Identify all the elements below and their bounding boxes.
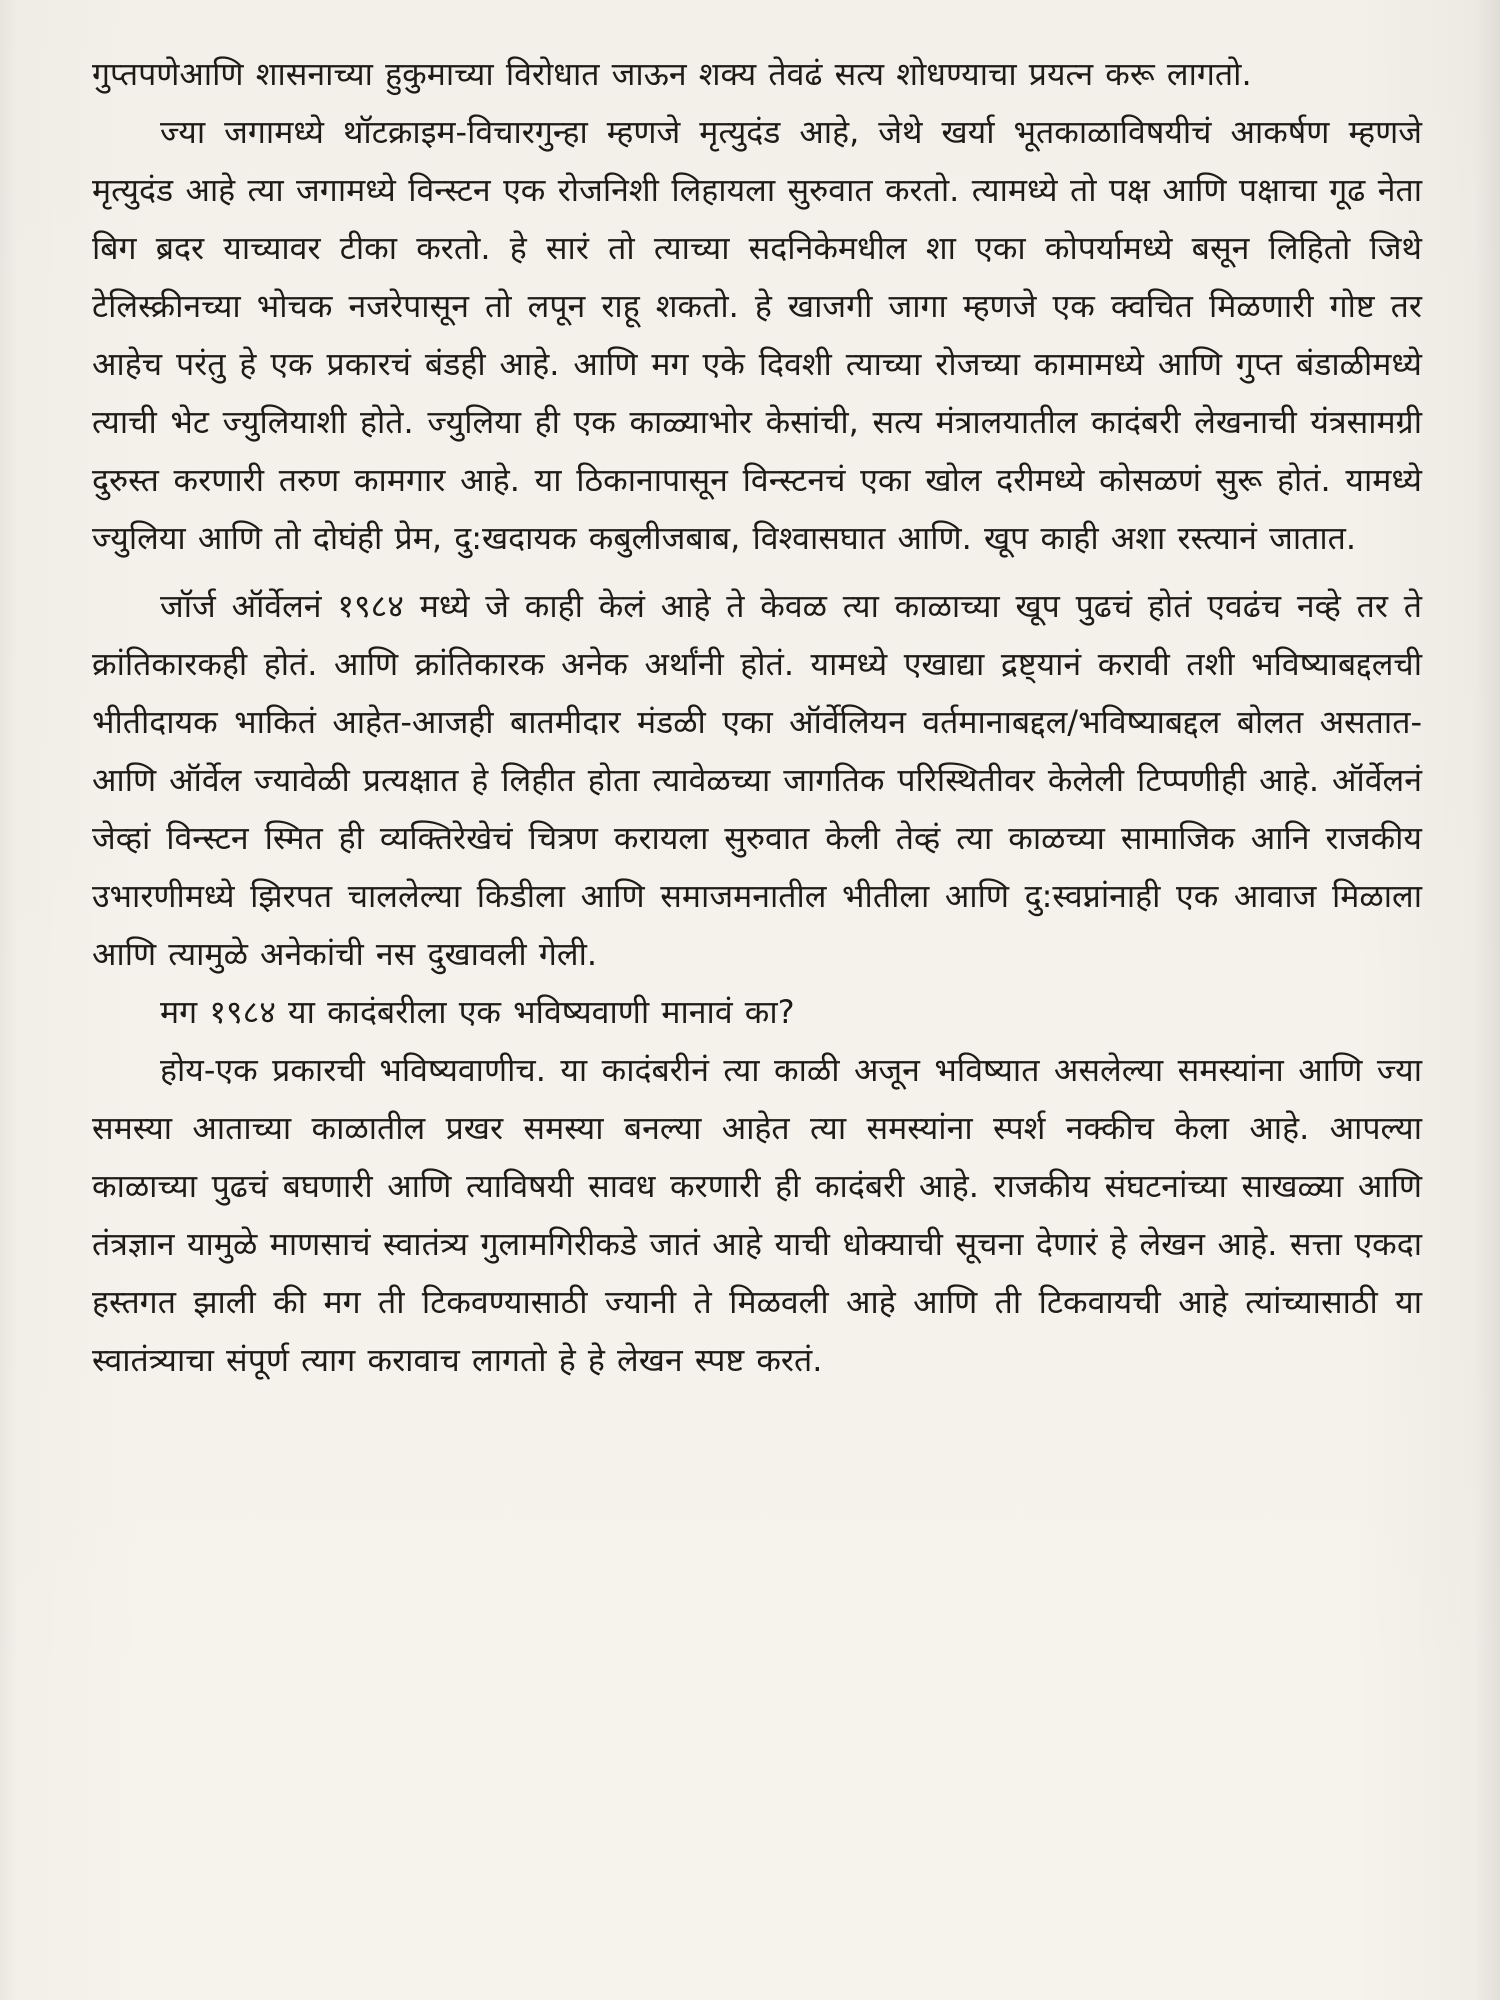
paragraph-world-of-thoughtcrime: ज्या जगामध्ये थॉटक्राइम-विचारगुन्हा म्हणजे मृत्युदंड आहे, जेथे खर्या भूतकाळाविषयीचं आकर्षण म्हणजे मृत्युदंड आहे त्या जगामध्ये विन्स्टन एक रोजनिशी लिहायला सुरुवात करतो. त्यामध्ये तो पक्ष आणि पक्षाचा गूढ नेता बिग ब्रदर याच्यावर टीका करतो. हे सारं तो त्याच्या सदनिकेमधील शा एका कोपर्यामध्ये बसून लिहितो जिथे टेलिस्क्रीनच्या भोचक नजरेपासून तो लपून राहू शकतो. हे खाजगी जागा म्हणजे एक क्वचित मिळणारी गोष्ट तर आहेच परंतु हे एक प्रकारचं बंडही आहे. आणि मग एके दिवशी त्याच्या रोजच्या कामामध्ये आणि गुप्त बंडाळीमध्ये त्याची भेट ज्युलियाशी होते. ज्युलिया ही एक काळ्याभोर केसांची, सत्य मंत्रालयातील कादंबरी लेखनाची यंत्रसामग्री दुरुस्त करणारी तरुण कामगार आहे. या ठिकानापासून विन्स्टनचं एका खोल दरीमध्ये कोसळणं सुरू होतं. यामध्ये ज्युलिया आणि तो दोघंही प्रेम, दु:खदायक कबुलीजबाब, विश्वासघात आणि. खूप काही अशा रस्त्यानं जातात. [92,113,1422,557]
paragraph-question: मग १९८४ या कादंबरीला एक भविष्यवाणी मानावं का? [160,993,795,1031]
page-right-edge-shadow [1474,0,1500,2000]
page-left-edge-shadow [0,0,18,2000]
page-text-block [92,45,1422,1389]
paragraph-continued: गुप्तपणेआणि शासनाच्या हुकुमाच्या विरोधात जाऊन शक्य तेवढं सत्य शोधण्याचा प्रयत्न करू लागतो. [92,55,1252,93]
paragraph-prophecy: होय-एक प्रकारची भविष्यवाणीच. या कादंबरीनं त्या काळी अजून भविष्यात असलेल्या समस्यांना आणि ज्या समस्या आताच्या काळातील प्रखर समस्या बनल्या आहेत त्या समस्यांना स्पर्श नक्कीच केला आहे. आपल्या काळाच्या पुढचं बघणारी आणि त्याविषयी सावध करणारी ही कादंबरी आहे. राजकीय संघटनांच्या साखळ्या आणि तंत्रज्ञान यामुळे माणसाचं स्वातंत्र्य गुलामगिरीकडे जातं आहे याची धोक्याची सूचना देणारं हे लेखन आहे. सत्ता एकदा हस्तगत झाली की मग ती टिकवण्यासाठी ज्यानी ते मिळवली आहे आणि ती टिकवायची आहे त्यांच्यासाठी या स्वातंत्र्याचा संपूर्ण त्याग करावाच लागतो हे हे लेखन स्पष्ट करतं. [92,1051,1422,1379]
paragraph-orwell-1984: जॉर्ज ऑर्वेलनं १९८४ मध्ये जे काही केलं आहे ते केवळ त्या काळाच्या खूप पुढचं होतं एवढंच नव्हे तर ते क्रांतिकारकही होतं. आणि क्रांतिकारक अनेक अर्थांनी होतं. यामध्ये एखाद्या द्रष्ट्यानं करावी तशी भविष्याबद्दलची भीतीदायक भाकितं आहेत-आजही बातमीदार मंडळी एका ऑर्वेलियन वर्तमानाबद्दल/भविष्याबद्दल बोलत असतात-आणि ऑर्वेल ज्यावेळी प्रत्यक्षात हे लिहीत होता त्यावेळच्या जागतिक परिस्थितीवर केलेली टिप्पणीही आहे. ऑर्वेलनं जेव्हां विन्स्टन स्मित ही व्यक्तिरेखेचं चित्रण करायला सुरुवात केली तेव्हं त्या काळच्या सामाजिक आनि राजकीय उभारणीमध्ये झिरपत चाललेल्या किडीला आणि समाजमनातील भीतीला आणि दु:स्वप्नांनाही एक आवाज मिळाला आणि त्यामुळे अनेकांची नस दुखावली गेली. [92,587,1422,973]
